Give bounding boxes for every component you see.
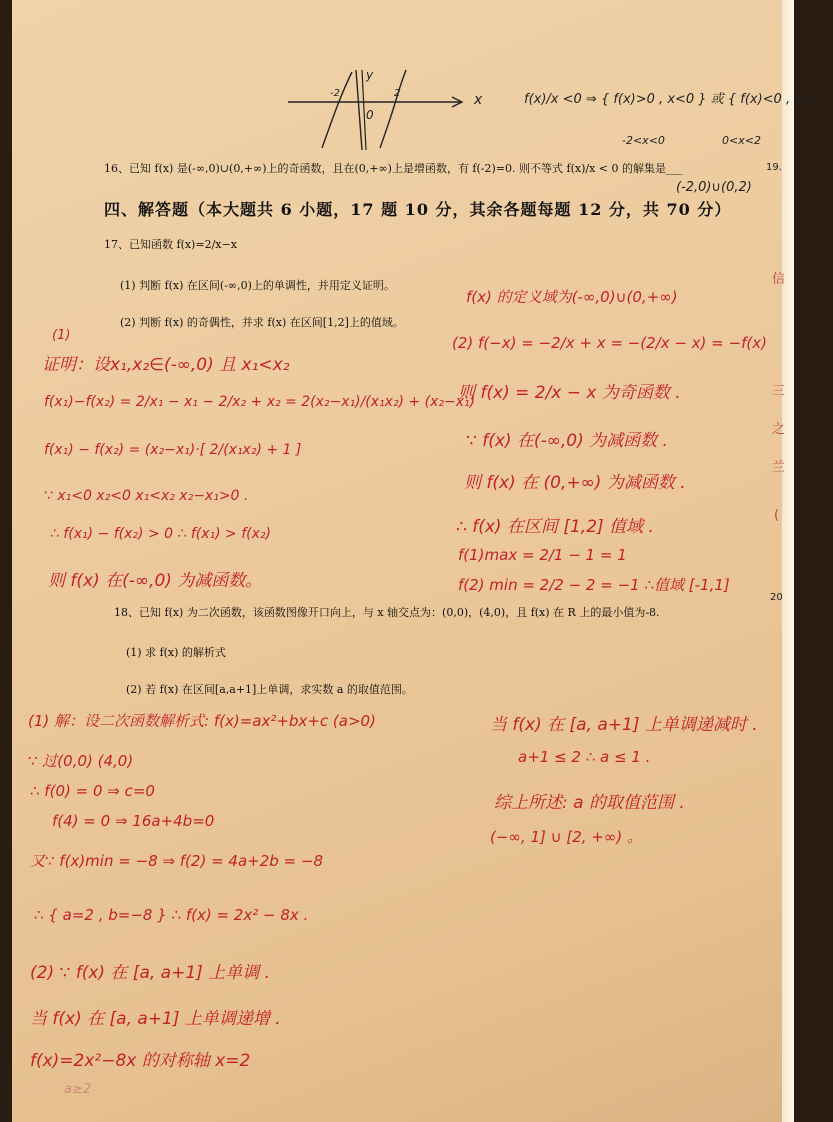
q18-right-line-4: (−∞, 1] ∪ [2, +∞) 。 bbox=[490, 828, 642, 846]
q18-stem: 18、已知 f(x) 为二次函数，该函数图像开口向上，与 x 轴交点为：(0,0)，(4,0)，且 f(x) 在 R 上的最小值为-8. bbox=[114, 606, 660, 619]
q18-part1: (1) 求 f(x) 的解析式 bbox=[126, 646, 226, 659]
q17-part2: (2) 判断 f(x) 的奇偶性，并求 f(x) 在区间[1,2]上的值域。 bbox=[120, 316, 404, 329]
margin-char-1: 信 bbox=[772, 272, 786, 287]
curve-left bbox=[322, 72, 352, 148]
q17-right-line-7: f(1)max = 2/1 − 1 = 1 bbox=[458, 546, 627, 564]
q17-left-line-3: f(x₁)−f(x₂) = 2/x₁ − x₁ − 2/x₂ + x₂ = 2(x₂−x₁)/(x₁x₂) + (x₂−x₁) bbox=[44, 394, 476, 410]
q17-right-line-1: f(x) 的定义域为(-∞,0)∪(0,+∞) bbox=[466, 288, 678, 306]
margin-number-19: 19. bbox=[766, 162, 782, 173]
q18-left-line-4: f(4) = 0 ⇒ 16a+4b=0 bbox=[52, 812, 215, 830]
q18-part2: (2) 若 f(x) 在区间[a,a+1]上单调，求实数 a 的取值范围。 bbox=[126, 683, 413, 696]
q18-right-line-1: 当 f(x) 在 [a, a+1] 上单调递减时 . bbox=[490, 715, 758, 735]
axis-x-label: x bbox=[474, 92, 483, 108]
q18-left-line-7: (2) ∵ f(x) 在 [a, a+1] 上单调 . bbox=[30, 963, 271, 983]
q17-left-line-6: ∴ f(x₁) − f(x₂) > 0 ∴ f(x₁) > f(x₂) bbox=[50, 526, 271, 542]
q17-right-line-6: ∴ f(x) 在区间 [1,2] 值域 . bbox=[456, 517, 654, 537]
q18-left-line-9: f(x)=2x²−8x 的对称轴 x=2 bbox=[30, 1051, 251, 1071]
q18-left-line-10: a≥2 bbox=[64, 1082, 92, 1097]
q16-answer: (-2,0)∪(0,2) bbox=[676, 180, 752, 195]
q17-left-line-5: ∵ x₁<0 x₂<0 x₁<x₂ x₂−x₁>0 . bbox=[44, 488, 249, 504]
q17-right-line-2: (2) f(−x) = −2/x + x = −(2/x − x) = −f(x) bbox=[452, 334, 767, 352]
analysis-line-1: f(x)/x <0 ⇒ { f(x)>0 , x<0 } 或 { f(x)<0 , x>0 } bbox=[524, 92, 833, 107]
tick-neg-label: -2 bbox=[330, 88, 340, 99]
q17-left-line-7: 则 f(x) 在(-∞,0) 为减函数。 bbox=[48, 571, 263, 591]
curve-right bbox=[380, 70, 406, 148]
margin-char-3: 之 bbox=[772, 422, 786, 437]
y-axis bbox=[356, 70, 362, 150]
q18-left-line-6: ∴ { a=2 , b=−8 } ∴ f(x) = 2x² − 8x . bbox=[34, 906, 309, 924]
q18-right-line-2: a+1 ≤ 2 ∴ a ≤ 1 . bbox=[518, 748, 651, 766]
q17-right-line-5: 则 f(x) 在 (0,+∞) 为减函数 . bbox=[464, 473, 686, 493]
margin-char-2: 三 bbox=[772, 384, 786, 399]
analysis-line-2: -2<x<0 bbox=[622, 134, 665, 147]
margin-char-4: 兰 bbox=[772, 460, 786, 475]
q17-part1: (1) 判断 f(x) 在区间(-∞,0)上的单调性，并用定义证明。 bbox=[120, 279, 395, 292]
q17-left-line-2: 证明：设x₁,x₂∈(-∞,0) 且 x₁<x₂ bbox=[42, 355, 290, 375]
axis-y-label: y bbox=[366, 68, 374, 82]
q18-left-line-3: ∴ f(0) = 0 ⇒ c=0 bbox=[30, 782, 155, 800]
q18-left-line-8: 当 f(x) 在 [a, a+1] 上单调递增 . bbox=[30, 1009, 281, 1029]
q17-left-line-1: (1) bbox=[52, 328, 71, 343]
q18-right-line-3: 综上所述: a 的取值范围 . bbox=[494, 793, 685, 813]
q16-text: 16、已知 f(x) 是(-∞,0)∪(0,+∞)上的奇函数，且在(0,+∞)上是增函数，有 f(-2)=0. 则不等式 f(x)/x < 0 的解集是___ bbox=[104, 162, 683, 175]
q17-right-line-3: 则 f(x) = 2/x − x 为奇函数 . bbox=[458, 383, 681, 403]
margin-number-20: 20 bbox=[770, 592, 783, 603]
q17-right-line-8: f(2) min = 2/2 − 2 = −1 ∴值域 [-1,1] bbox=[458, 576, 730, 594]
tick-pos-label: 2 bbox=[394, 88, 401, 99]
q18-left-line-2: ∵ 过(0,0) (4,0) bbox=[28, 752, 134, 770]
section-heading: 四、解答题（本大题共 6 小题，17 题 10 分，其余各题每题 12 分，共 70 分） bbox=[104, 200, 732, 219]
q18-left-line-1: (1) 解：设二次函数解析式: f(x)=ax²+bx+c (a>0) bbox=[28, 712, 376, 730]
q17-stem: 17、已知函数 f(x)=2/x−x bbox=[104, 238, 237, 251]
q17-left-line-4: f(x₁) − f(x₂) = (x₂−x₁)·[ 2/(x₁x₂) + 1 ] bbox=[44, 442, 302, 458]
q17-right-line-4: ∵ f(x) 在(-∞,0) 为减函数 . bbox=[466, 431, 668, 451]
origin-label: 0 bbox=[366, 108, 374, 122]
q18-left-line-5: 又∵ f(x)min = −8 ⇒ f(2) = 4a+2b = −8 bbox=[30, 852, 323, 870]
margin-char-5: ( bbox=[774, 508, 780, 523]
analysis-line-3: 0<x<2 bbox=[722, 134, 761, 147]
